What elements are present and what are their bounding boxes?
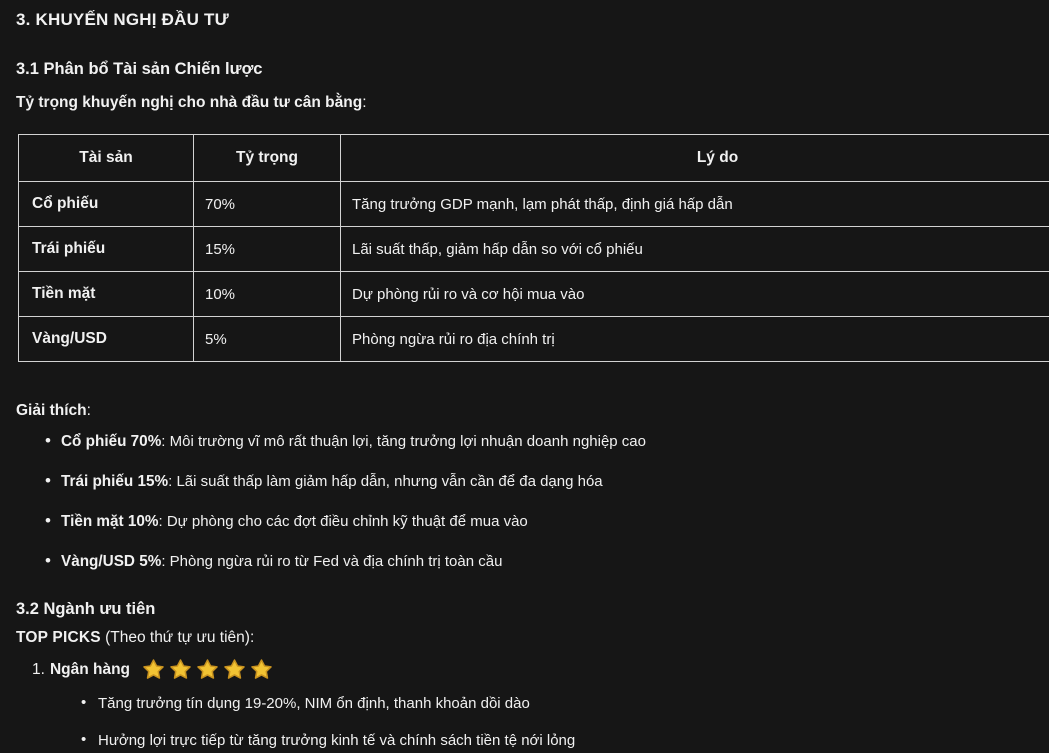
explanation-heading	[16, 401, 1049, 420]
cell-reason: Tăng trưởng GDP mạnh, lạm phát thấp, định giá hấp dẫn	[341, 182, 1049, 227]
explanation-list	[16, 432, 1049, 571]
cell-reason: Dự phòng rủi ro và cơ hội mua vào	[341, 272, 1049, 317]
star-icon	[196, 658, 219, 681]
column-header-reason: Lý do	[341, 135, 1049, 182]
list-item-text: : Môi trường vĩ mô rất thuận lợi, tăng trưởng lợi nhuận doanh nghiệp cao	[161, 433, 646, 450]
list-item-lead: Cổ phiếu 70%	[61, 433, 162, 450]
star-icon	[169, 658, 192, 681]
pick-number: 1.	[32, 660, 45, 678]
allocation-intro-colon: :	[362, 94, 367, 111]
pick-name: Ngân hàng	[49, 660, 131, 678]
cell-weight: 15%	[194, 227, 341, 272]
list-item	[16, 512, 1049, 531]
list-item	[16, 552, 1049, 571]
explanation-heading-bold: Giải thích	[16, 402, 87, 419]
cell-asset: Trái phiếu	[19, 227, 194, 272]
table-row	[19, 227, 1049, 272]
cell-weight: 70%	[194, 182, 341, 227]
pick-detail-list	[16, 694, 1049, 750]
table-header-row	[19, 135, 1049, 182]
list-item	[16, 694, 1049, 713]
cell-asset: Cổ phiếu	[19, 182, 194, 227]
allocation-intro-bold: Tỷ trọng khuyến nghị cho nhà đầu tư cân bằng	[16, 94, 363, 111]
top-picks-label: TOP PICKS	[16, 629, 101, 646]
list-item-lead: Vàng/USD 5%	[61, 553, 162, 570]
allocation-table-wrap	[18, 134, 1049, 362]
section-32-heading: 3.2 Ngành ưu tiên	[16, 600, 156, 618]
cell-asset: Tiền mặt	[19, 272, 194, 317]
top-picks-note: (Theo thứ tự ưu tiên):	[100, 629, 255, 646]
star-icon	[250, 658, 273, 681]
list-item-text: : Dự phòng cho các đợt điều chỉnh kỹ thuật để mua vào	[158, 513, 528, 530]
star-rating	[142, 658, 273, 681]
list-item-lead: Trái phiếu 15%	[61, 473, 169, 490]
top-picks-line	[16, 628, 1049, 647]
star-icon	[142, 658, 165, 681]
table-row	[19, 317, 1049, 362]
allocation-intro	[16, 93, 1049, 112]
column-header-asset: Tài sản	[19, 135, 194, 182]
cell-asset: Vàng/USD	[19, 317, 194, 362]
table-row	[19, 182, 1049, 227]
star-icon	[223, 658, 246, 681]
table-row	[19, 272, 1049, 317]
pick-item-title	[32, 658, 1049, 681]
list-item	[16, 432, 1049, 451]
list-item-text: Hưởng lợi trực tiếp từ tăng trưởng kinh tế và chính sách tiền tệ nới lỏng	[98, 732, 576, 749]
list-item-text: Tăng trưởng tín dụng 19-20%, NIM ổn định, thanh khoản dồi dào	[98, 695, 530, 712]
list-item-text: : Phòng ngừa rủi ro từ Fed và địa chính trị toàn cầu	[161, 553, 503, 570]
column-header-weight: Tỷ trọng	[194, 135, 341, 182]
list-item	[16, 472, 1049, 491]
section-3-heading: 3. KHUYẾN NGHỊ ĐẦU TƯ	[16, 10, 229, 29]
section-31-heading: 3.1 Phân bổ Tài sản Chiến lược	[16, 60, 263, 78]
list-item	[16, 731, 1049, 750]
list-item-text: : Lãi suất thấp làm giảm hấp dẫn, nhưng vẫn cần để đa dạng hóa	[168, 473, 603, 490]
cell-weight: 10%	[194, 272, 341, 317]
cell-weight: 5%	[194, 317, 341, 362]
explanation-heading-colon: :	[86, 402, 91, 419]
allocation-table	[18, 134, 1049, 362]
list-item-lead: Tiền mặt 10%	[61, 513, 159, 530]
cell-reason: Phòng ngừa rủi ro địa chính trị	[341, 317, 1049, 362]
cell-reason: Lãi suất thấp, giảm hấp dẫn so với cổ phiếu	[341, 227, 1049, 272]
